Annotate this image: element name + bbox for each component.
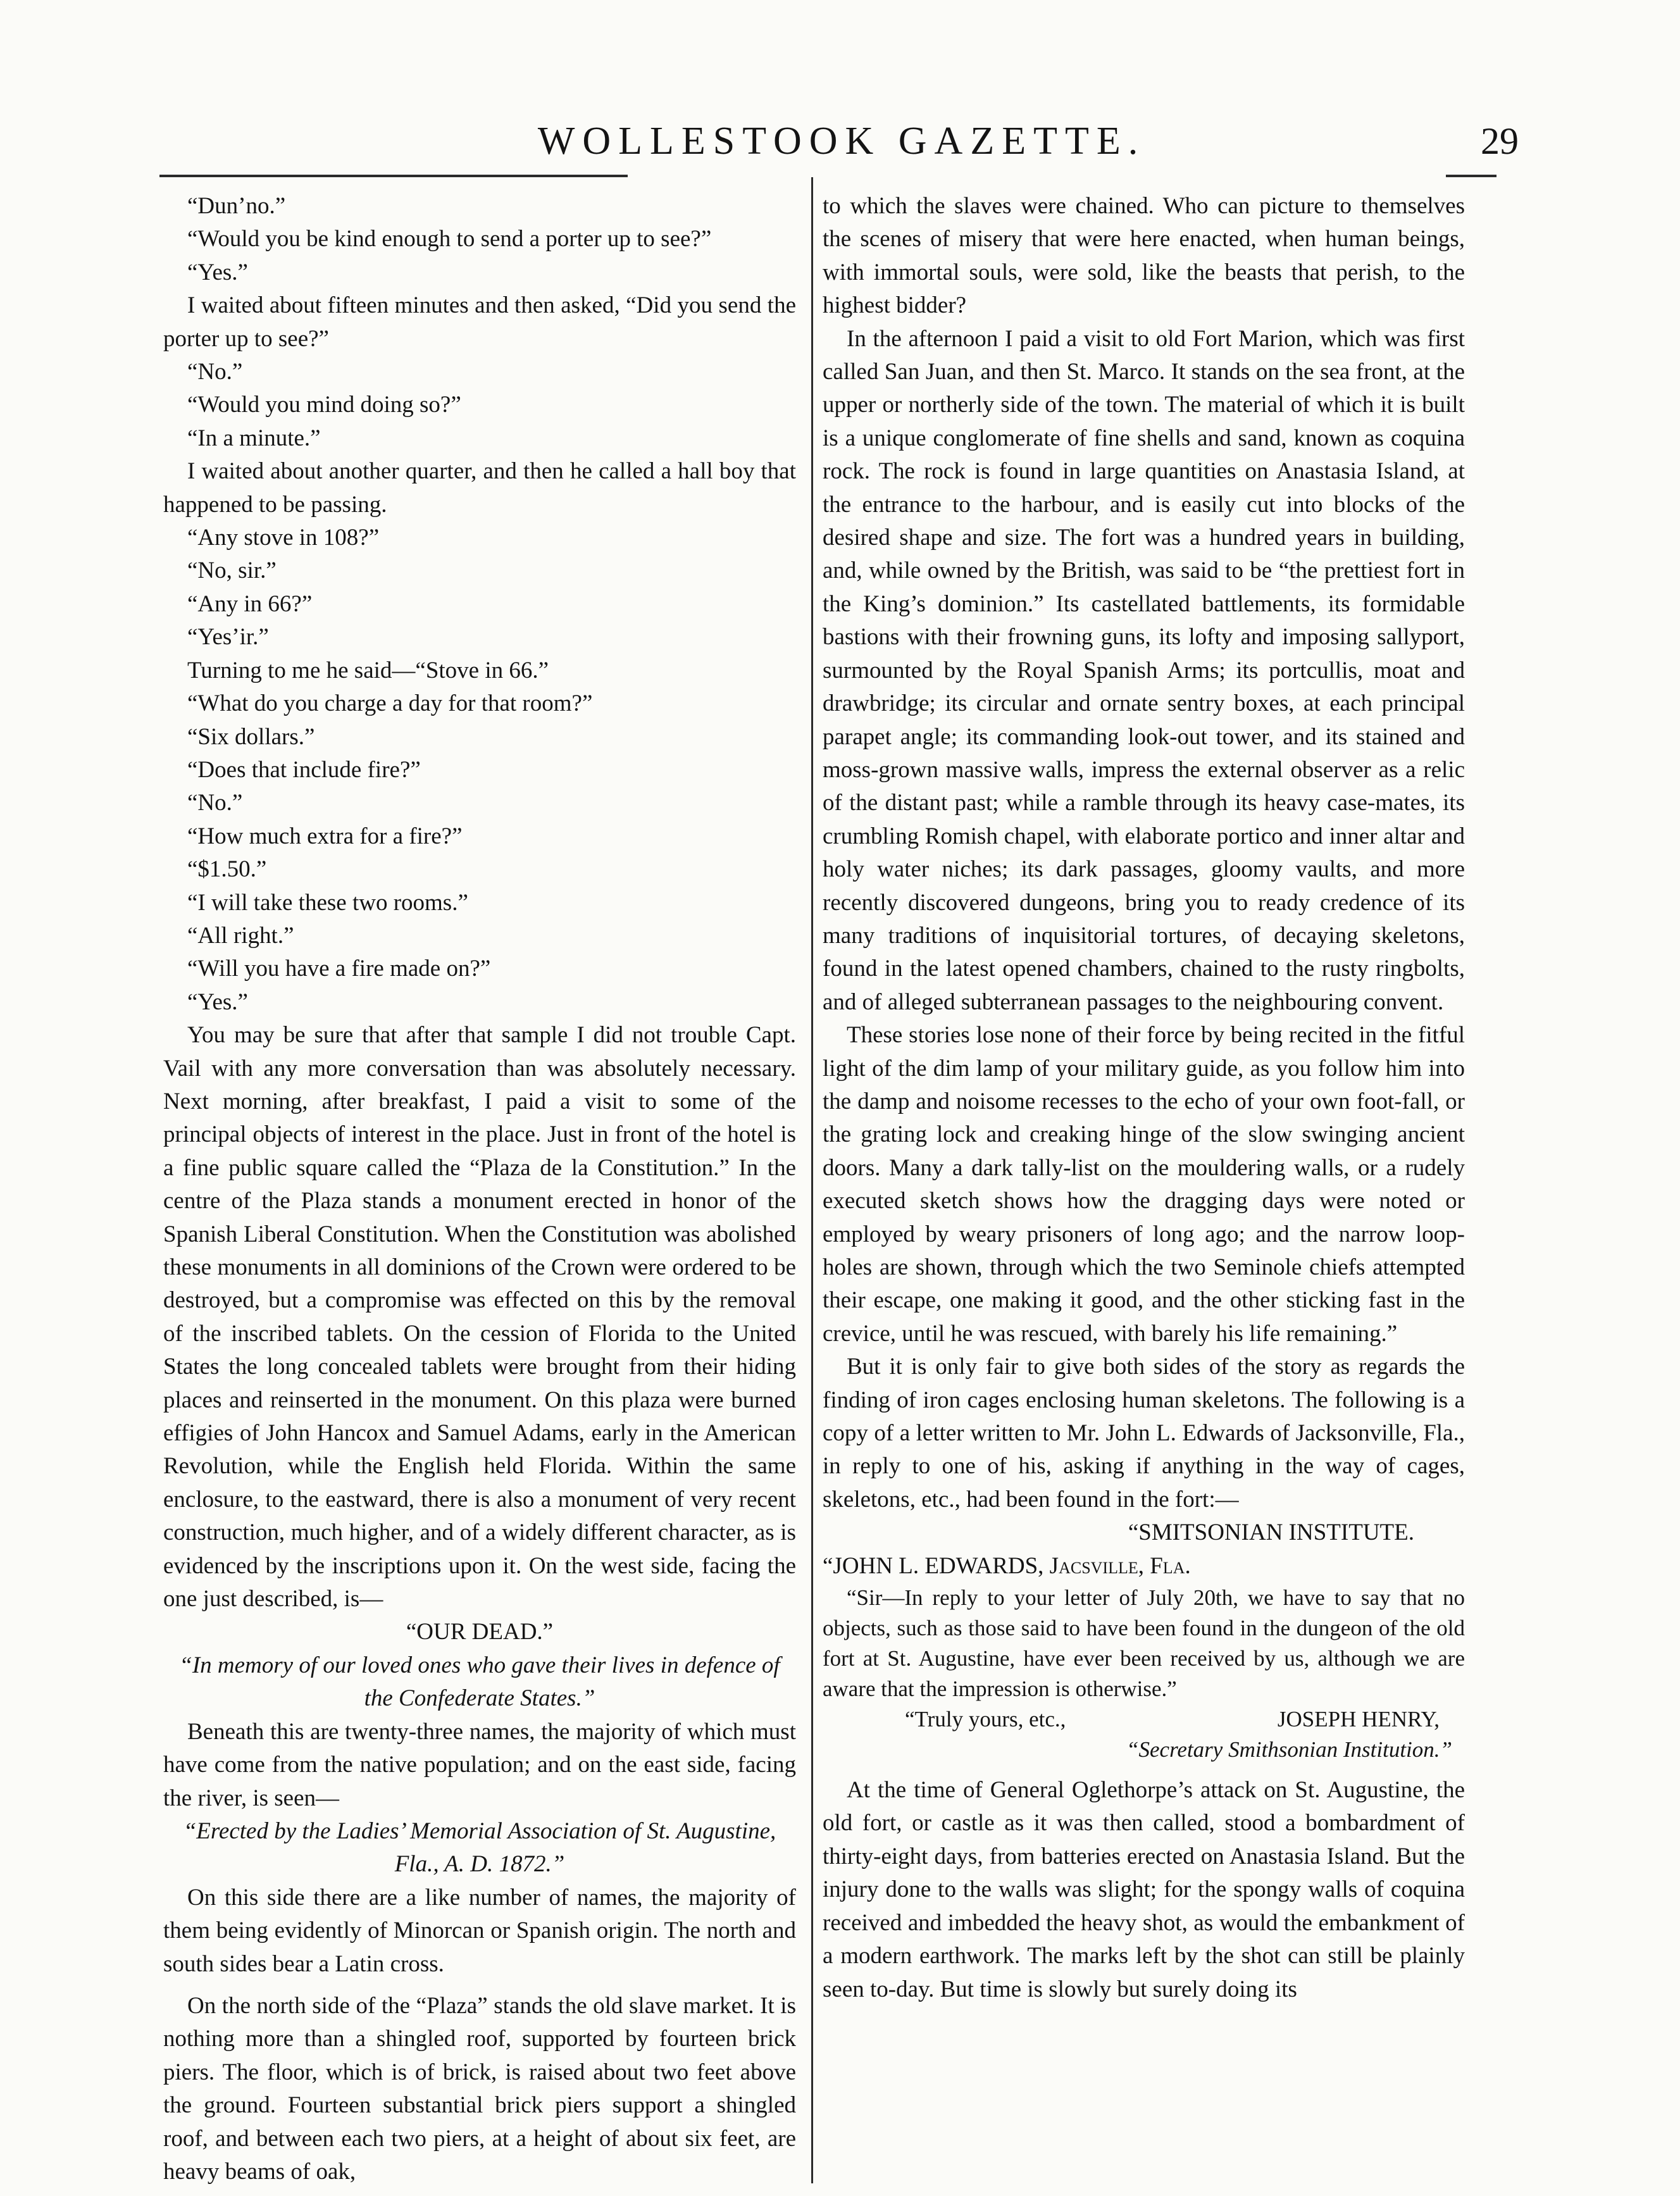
dialogue-line: “Dun’no.” <box>187 193 286 219</box>
dialogue-line: “Yes.” <box>187 259 248 285</box>
paragraph: At the time of General Oglethorpe’s attack on St. Augustine, the old fort, or castle as it was then called, stood a bombardment of thirty-eight days, from batteries erected on Anastasia Island. But the injury done to the walls was slight; for the spongy walls of coquina received and imbedded the heavy shot, as would the embankment of a modern earthwork. The marks left by the shot can still be plainly seen to-day. But time is slowly but surely doing its <box>823 1777 1465 2002</box>
letter-heading: “SMITSONIAN INSTITUTE. <box>1128 1519 1414 1546</box>
dialogue-line: “No.” <box>187 359 243 385</box>
dialogue-line: “All right.” <box>187 922 294 949</box>
paragraph: These stories lose none of their force by being recited in the fitful light of the dim lamp of your military guide, as you follow him into the damp and noisome recesses to the echo of your own foot-fall, or the grating lock and creaking hinge of the slow swinging ancient doors. Many a dark tally-list on the mouldering walls, or a rudely executed sketch shows how the dragging days were noted or employed by weary prisoners of long ago; and the narrow loop-holes are shown, through which the two Seminole chiefs attempted their escape, one making it good, and the other sticking fast in the crevice, until he was rescued, with barely his life remaining.” <box>823 1022 1465 1347</box>
inscription-text: “In memory of our loved ones who gave their lives in defence of the Confederate States.” <box>179 1652 780 1712</box>
dialogue-line: “Will you have a fire made on?” <box>187 956 491 982</box>
paragraph: But it is only fair to give both sides of the story as regards the finding of iron cages enclosing human skeletons. The following is a copy of a letter written to Mr. John L. Edwards of Jacksonville, Fla., in reply to one of his, asking if anything in the way of cages, skeletons, etc., had been found in the fort:— <box>823 1354 1465 1513</box>
dialogue-line: “Any in 66?” <box>187 590 313 617</box>
paragraph: On this side there are a like number of names, the majority of them being evidently of Minorcan or Spanish origin. The north and south sides bear a Latin cross. <box>163 1884 796 1977</box>
column-divider <box>811 177 813 2183</box>
page-number: 29 <box>1481 120 1519 162</box>
letter-addressee: “JOHN L. EDWARDS, Jacsville, Fla. <box>823 1552 1191 1579</box>
dialogue-line: “In a minute.” <box>187 425 321 451</box>
dialogue-line: “How much extra for a fire?” <box>187 823 463 849</box>
dialogue-line: “Yes’ir.” <box>187 624 269 651</box>
paragraph: In the afternoon I paid a visit to old Fort Marion, which was first called San Juan, and then St. Marco. It stands on the sea front, at the upper or northerly side of the town. The material of which it is built is a unique conglomerate of fine shells and sand, known as coquina rock. The rock is found in large quantities on Anastasia Island, at the entrance to the harbour, and is easily cut into blocks of the desired shape and size. The fort was a hundred years in building, and, while owned by the British, was said to be “the prettiest fort in the King’s dominion.” Its castellated battlements, its formidable bastions with their frowning guns, its lofty and imposing sallyport, surmounted by the Royal Spanish Arms; its portcullis, moat and drawbridge; its circular and ornate sentry boxes, at each principal parapet angle; its commanding look-out tower, and its stained and moss-grown massive walls, impress the external observer as a relic of the distant past; while a ramble through its heavy case-mates, its crumbling Romish chapel, with elaborate portico and inner altar and holy water niches; its dark passages, gloomy vaults, and more recently discovered dungeons, bring you to ready credence of its many traditions of inquisitorial tortures, of decaying skeletons, found in the latest opened chambers, chained to the rusty ringbolts, and of alleged subterranean passages to the neighbouring convent. <box>823 325 1465 1015</box>
paragraph: I waited about fifteen minutes and then asked, “Did you send the porter up to see?” <box>163 292 796 352</box>
dialogue-line: “No.” <box>187 790 243 816</box>
letter-signer: JOSEPH HENRY, <box>1277 1707 1440 1732</box>
dialogue-line: “$1.50.” <box>187 856 267 883</box>
dialogue-line: Turning to me he said—“Stove in 66.” <box>187 657 549 683</box>
dialogue-line: “No, sir.” <box>187 558 277 584</box>
inscription-heading: “OUR DEAD.” <box>406 1619 554 1645</box>
page-header <box>165 113 1519 170</box>
inscription-text: “Erected by the Ladies’ Memorial Association of St. Augustine, Fla., A. D. 1872.” <box>183 1818 776 1878</box>
dialogue-line: “Any stove in 108?” <box>187 525 380 551</box>
letter-signature <box>823 1704 1465 1735</box>
paragraph: I waited about another quarter, and then he called a hall boy that happened to be passing. <box>163 458 796 518</box>
paragraph: to which the slaves were chained. Who can picture to themselves the scenes of misery that were here enacted, when human beings, with immortal souls, were sold, like the beasts that perish, to the highest bidder? <box>823 193 1465 319</box>
right-column <box>823 190 1465 2171</box>
dialogue-line: “Yes.” <box>187 989 248 1015</box>
letter-closing: “Truly yours, etc., <box>905 1707 1066 1732</box>
running-title: WOLLESTOOK GAZETTE. <box>537 120 1146 163</box>
header-rule-left <box>159 175 628 177</box>
paragraph: On the north side of the “Plaza” stands the old slave market. It is nothing more than a shingled roof, supported by fourteen brick piers. The floor, which is of brick, is raised about two feet above the ground. Fourteen substantial brick piers support a shingled roof, and between each two piers, at a height of about six feet, are heavy beams of oak, <box>163 1992 796 2185</box>
left-column <box>163 190 796 2185</box>
dialogue-line: “What do you charge a day for that room?” <box>187 690 593 717</box>
dialogue-line: “I will take these two rooms.” <box>187 889 468 916</box>
dialogue-line: “Would you mind doing so?” <box>187 392 461 418</box>
paragraph: Beneath this are twenty-three names, the majority of which must have come from the native population; and on the east side, facing the river, is seen— <box>163 1718 796 1811</box>
paragraph: You may be sure that after that sample I did not trouble Capt. Vail with any more conversation than was absolutely necessary. Next morning, after breakfast, I paid a visit to some of the principal objects of interest in the place. Just in front of the hotel is a fine public square called the “Plaza de la Constitution.” In the centre of the Plaza stands a monument erected in honor of the Spanish Liberal Constitution. When the Constitution was abolished these monuments in all dominions of the Crown were ordered to be destroyed, but a compromise was effected on this by the removal of the inscribed tablets. On the cession of Florida to the United States the long concealed tablets were brought from their hiding places and reinserted in the monument. On this plaza were burned effigies of John Hancox and Samuel Adams, early in the American Revolution, while the English held Florida. Within the same enclosure, to the eastward, there is also a monument of very recent construction, much higher, and of a widely different character, as is evidenced by the inscriptions upon it. On the west side, facing the one just described, is— <box>163 1022 796 1613</box>
dialogue-line: “Would you be kind enough to send a porter up to see?” <box>187 226 712 253</box>
header-rule-right <box>1446 175 1496 177</box>
letter-signer-title: “Secretary Smithsonian Institution.” <box>1126 1737 1452 1762</box>
letter-body: “Sir—In reply to your letter of July 20th, we have to say that no objects, such as those said to have been found in the dungeon of the old fort at St. Augustine, have ever been received by us, although we are aware that the impression is otherwise.” <box>823 1585 1465 1702</box>
dialogue-line: “Six dollars.” <box>187 723 315 750</box>
dialogue-line: “Does that include fire?” <box>187 756 421 783</box>
